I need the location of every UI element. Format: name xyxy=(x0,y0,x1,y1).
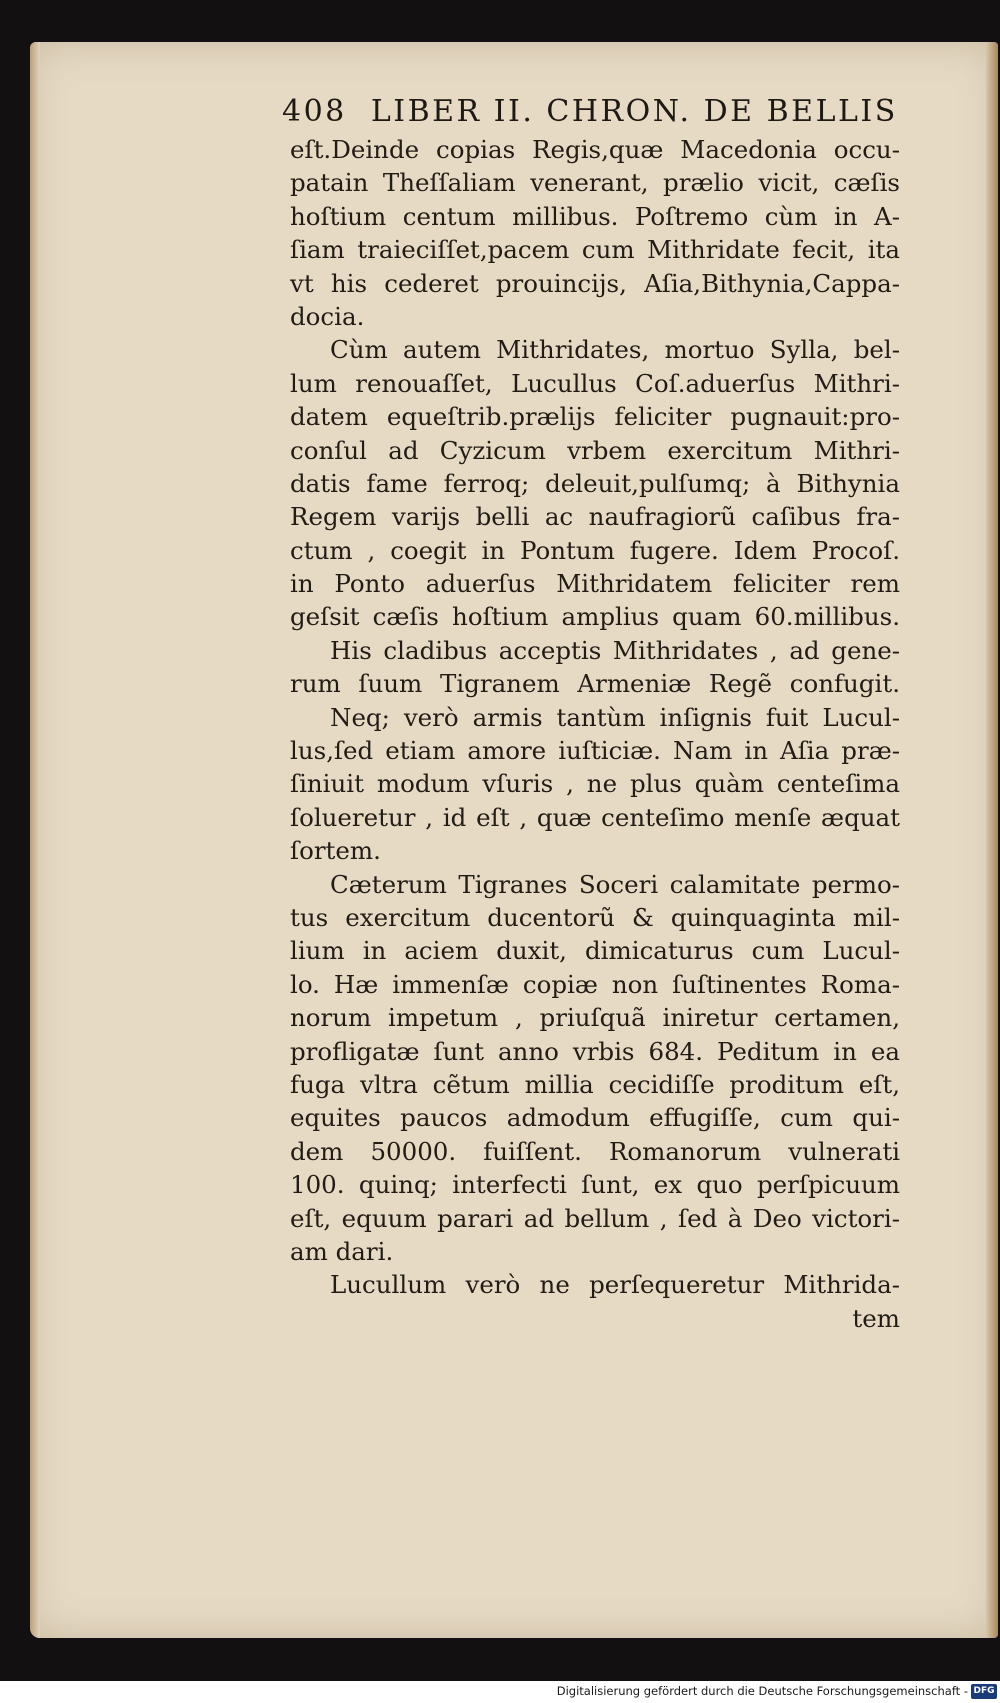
text-line: rum ſuum Tigranem Armeniæ Regẽ confugit. xyxy=(290,669,900,699)
text-line: lum renouaſſet, Lucullus Coſ.aduerſus Mithri- xyxy=(290,368,900,398)
text-line: conſul ad Cyzicum vrbem exercitum Mithri- xyxy=(290,435,900,465)
text-line: dem 50000. fuiſſent. Romanorum vulnerati xyxy=(290,1136,900,1166)
text-line: lo. Hæ immenſæ copiæ non ſuſtinentes Roma- xyxy=(290,969,900,999)
text-line: eſt.Deinde copias Regis,quæ Macedonia occu- xyxy=(290,135,900,164)
paragraph-start-line: Lucullum verò ne perſequeretur Mithrida- xyxy=(330,1270,900,1300)
text-line: ſolueretur , id eſt , quæ centeſimo menſe æquat xyxy=(290,802,900,832)
text-line: norum impetum , priuſquã iniretur certamen, xyxy=(290,1003,900,1033)
catchword: tem xyxy=(852,1303,900,1333)
page-number: 408 xyxy=(282,94,347,129)
text-line: equites paucos admodum effugiſſe, cum qui- xyxy=(290,1103,900,1133)
text-line: datis fame ferroq; deleuit,pulſumq; à Bithynia xyxy=(290,468,900,498)
text-line: ctum , coegit in Pontum fugere. Idem Procoſ. xyxy=(290,535,900,565)
page-gutter-edge xyxy=(30,42,40,1638)
text-line: lus,ſed etiam amore iuſticiæ. Nam in Aſia præ- xyxy=(290,736,900,766)
funding-credit-text: Digitalisierung gefördert durch die Deutsche Forschungsgemeinschaft - xyxy=(556,1684,968,1698)
text-line: hoſtium centum millibus. Poſtremo cùm in A- xyxy=(290,201,900,231)
running-head xyxy=(282,94,922,134)
paragraph-start-line: Cæterum Tigranes Soceri calamitate permo- xyxy=(330,869,900,899)
text-line: datem equeſtrib.prælijs feliciter pugnauit:pro- xyxy=(290,402,900,432)
text-line: ſortem. xyxy=(290,836,381,866)
text-line: docia. xyxy=(290,301,365,331)
text-line: eſt, equum parari ad bellum , ſed à Deo victori- xyxy=(290,1203,900,1233)
body-text xyxy=(290,133,900,1335)
text-line: geſsit cæſis hoſtium amplius quam 60.millibus. xyxy=(290,602,900,632)
text-line: in Ponto aduerſus Mithridatem feliciter rem xyxy=(290,569,900,599)
text-line: ſiam traieciſſet,pacem cum Mithridate fecit, ita xyxy=(290,235,900,265)
running-head-title: LIBER II. CHRON. DE BELLIS xyxy=(370,94,898,129)
text-line: tus exercitum ducentorũ & quinquaginta mil- xyxy=(290,902,900,932)
text-line: fuga vltra cẽtum millia cecidiſſe proditum eſt, xyxy=(290,1069,900,1099)
digitization-credit-bar xyxy=(0,1681,1000,1703)
dfg-logo: DFG xyxy=(971,1684,997,1699)
page-fore-edge xyxy=(986,42,998,1638)
text-line: 100. quinq; interfecti ſunt, ex quo perſpicuum xyxy=(290,1170,900,1200)
text-line: am dari. xyxy=(290,1236,394,1266)
text-line: lium in aciem duxit, dimicaturus cum Lucul- xyxy=(290,936,900,966)
text-line: Regem varijs belli ac naufragiorũ caſibus fra- xyxy=(290,502,900,532)
paragraph-start-line: His cladibus acceptis Mithridates , ad gene- xyxy=(330,635,900,665)
text-line: patain Theſſaliam venerant, prælio vicit, cæſis xyxy=(290,168,900,198)
text-line: ſiniuit modum vſuris , ne plus quàm centeſima xyxy=(290,769,900,799)
text-line: profligatæ ſunt anno vrbis 684. Peditum in ea xyxy=(290,1036,900,1066)
paragraph-start-line: Neq; verò armis tantùm inſignis fuit Lucul- xyxy=(330,702,900,732)
paragraph-start-line: Cùm autem Mithridates, mortuo Sylla, bel- xyxy=(330,335,900,365)
text-line: vt his cederet prouincijs, Aſia,Bithynia,Cappa- xyxy=(290,268,900,298)
